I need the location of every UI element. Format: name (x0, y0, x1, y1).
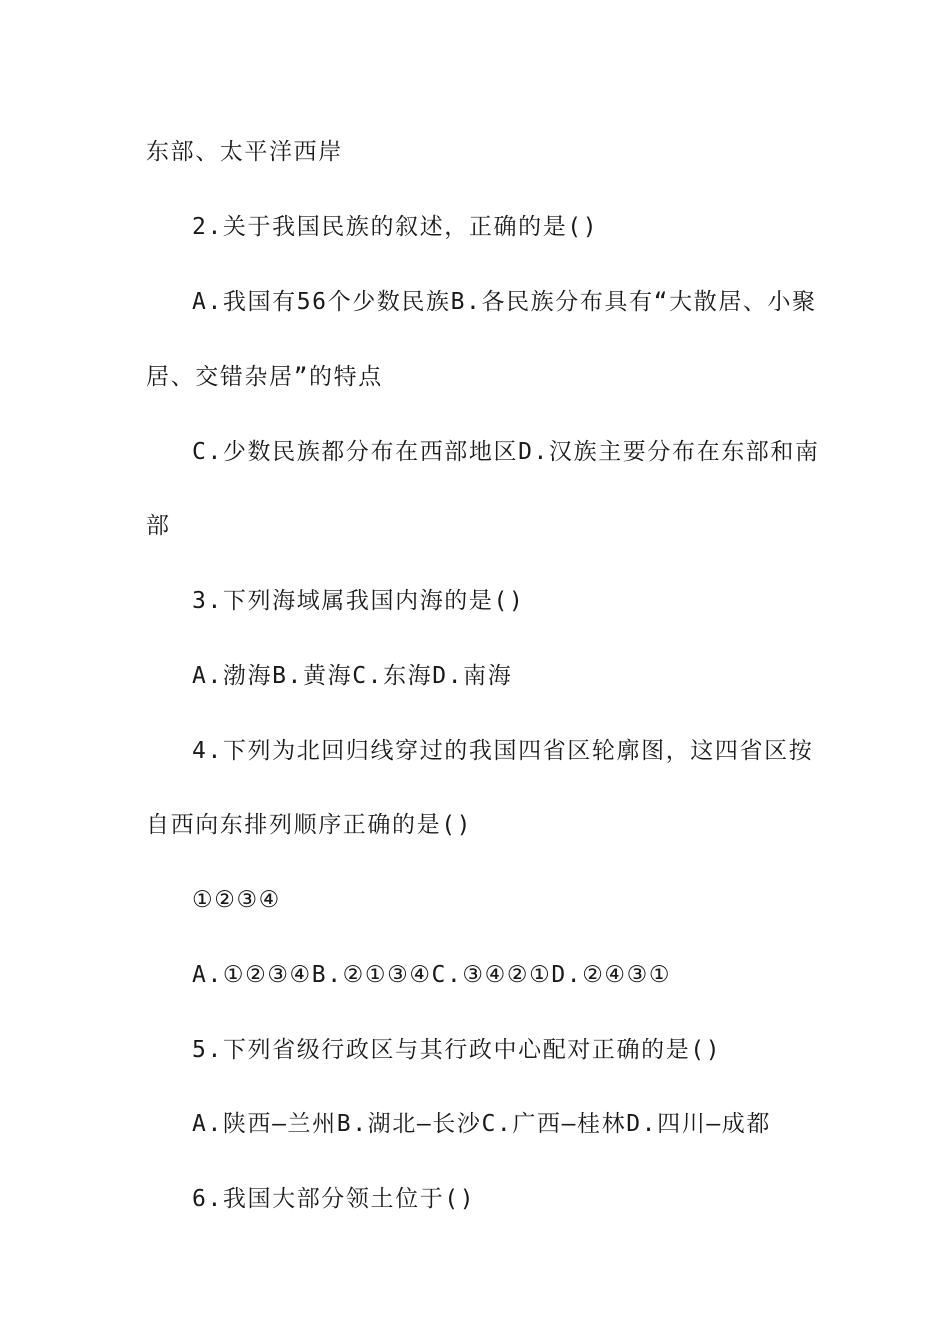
question-2: 2.关于我国民族的叙述，正确的是() (192, 214, 599, 240)
question-5: 5.下列省级行政区与其行政中心配对正确的是() (192, 1037, 722, 1063)
question-4: 4.下列为北回归线穿过的我国四省区轮廓图，这四省区按 (192, 738, 814, 764)
question-5-options: A.陕西—兰州B.湖北—长沙C.广西—桂林D.四川—成都 (192, 1111, 771, 1137)
text-line-continuation: 东部、太平洋西岸 (146, 139, 343, 165)
question-4-options: A.①②③④B.②①③④C.③④②①D.②④③① (192, 962, 672, 988)
question-3: 3.下列海域属我国内海的是() (192, 588, 525, 614)
question-2-options-cd: C.少数民族都分布在西部地区D.汉族主要分布在东部和南 (192, 439, 820, 465)
question-2-options-ab: A.我国有56个少数民族B.各民族分布具有“大散居、小聚 (192, 289, 817, 315)
question-2-options-ab-wrap: 居、交错杂居”的特点 (146, 364, 383, 390)
question-3-options: A.渤海B.黄海C.东海D.南海 (192, 663, 513, 689)
question-4-wrap: 自西向东排列顺序正确的是() (146, 812, 473, 838)
question-6: 6.我国大部分领土位于() (192, 1186, 476, 1212)
question-4-figure-labels: ①②③④ (192, 887, 281, 913)
question-2-options-cd-wrap: 部 (146, 513, 171, 539)
